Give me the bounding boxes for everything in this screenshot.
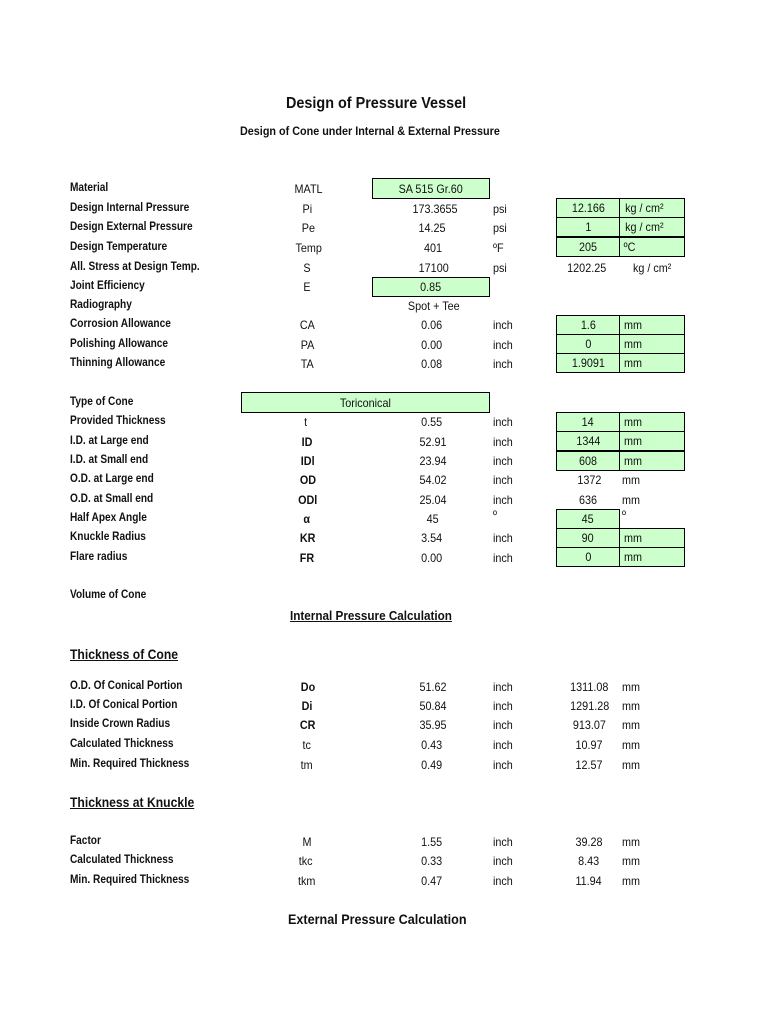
symbol-od: OD [299, 473, 317, 487]
value-s-si: 1202.25 [567, 261, 607, 275]
label-min-required-thickness: Min. Required Thickness [70, 758, 190, 770]
polishing-si-unit: mm [619, 334, 685, 354]
value-t: 0.55 [421, 415, 443, 429]
external-pressure-si-unit: kg / cm² [619, 217, 685, 237]
unit-tkm: inch [493, 874, 513, 888]
joint-efficiency-input[interactable]: 0.85 [372, 277, 490, 297]
value-tkm: 0.47 [421, 874, 443, 888]
label-calculated-thickness-knuckle: Calculated Thickness [70, 854, 174, 866]
unit-t: inch [493, 415, 513, 429]
value-pi: 173.3655 [412, 202, 458, 216]
label-od-small-end: O.D. at Small end [70, 493, 154, 505]
label-internal-pressure: Design Internal Pressure [70, 202, 190, 214]
value-tm: 0.49 [421, 758, 443, 772]
unit-m-si: mm [622, 835, 640, 849]
label-material: Material [70, 182, 109, 194]
external-pressure-header: External Pressure Calculation [288, 911, 467, 927]
id-small-si-input[interactable]: 608 [556, 451, 620, 471]
unit-idl: inch [493, 454, 513, 468]
unit-di: inch [493, 699, 513, 713]
value-do-si: 1311.08 [570, 680, 609, 694]
symbol-e: E [303, 280, 311, 294]
value-alpha: 45 [426, 512, 439, 526]
label-knuckle-radius: Knuckle Radius [70, 531, 146, 543]
label-allowable-stress: All. Stress at Design Temp. [70, 261, 200, 273]
label-min-required-thickness-knuckle: Min. Required Thickness [70, 874, 190, 886]
unit-di-si: mm [622, 699, 640, 713]
id-small-si-unit: mm [619, 451, 685, 471]
value-m-si: 39.28 [575, 835, 603, 849]
label-corrosion-allowance: Corrosion Allowance [70, 318, 171, 330]
label-design-temperature: Design Temperature [70, 241, 168, 253]
value-m: 1.55 [421, 835, 443, 849]
temperature-si-input[interactable]: 205 [556, 237, 620, 257]
symbol-tm: tm [300, 758, 313, 772]
value-di: 50.84 [419, 699, 447, 713]
unit-cr: inch [493, 718, 513, 732]
symbol-t: t [304, 415, 308, 429]
label-id-small-end: I.D. at Small end [70, 454, 149, 466]
id-large-si-input[interactable]: 1344 [556, 431, 620, 451]
value-fr: 0.00 [421, 551, 443, 565]
label-inside-crown-radius: Inside Crown Radius [70, 718, 171, 730]
value-cr: 35.95 [419, 718, 447, 732]
knuckle-radius-si-unit: mm [619, 528, 685, 548]
symbol-pe: Pe [301, 221, 315, 235]
internal-pressure-si-input[interactable]: 12.166 [556, 198, 620, 218]
value-kr: 3.54 [421, 531, 443, 545]
label-radiography: Radiography [70, 299, 132, 311]
unit-kr: inch [493, 531, 513, 545]
label-volume-of-cone: Volume of Cone [70, 589, 147, 601]
unit-do-si: mm [622, 680, 640, 694]
unit-pi: psi [493, 202, 507, 216]
unit-tm-si: mm [622, 758, 640, 772]
label-calculated-thickness: Calculated Thickness [70, 738, 174, 750]
value-od-si: 1372 [577, 473, 602, 487]
apex-angle-si-input[interactable]: 45 [556, 509, 620, 529]
unit-pa: inch [493, 338, 513, 352]
page-title: Design of Pressure Vessel [286, 95, 467, 112]
symbol-ta: TA [300, 357, 314, 371]
internal-pressure-si-unit: kg / cm² [619, 198, 685, 218]
symbol-cr: CR [299, 718, 316, 732]
unit-m: inch [493, 835, 513, 849]
symbol-alpha: α [303, 512, 311, 526]
value-od: 54.02 [419, 473, 447, 487]
symbol-pa: PA [300, 338, 315, 352]
unit-alpha: º [493, 508, 497, 522]
symbol-tkm: tkm [297, 874, 316, 888]
label-half-apex-angle: Half Apex Angle [70, 512, 147, 524]
unit-pe: psi [493, 221, 507, 235]
label-od-conical: O.D. Of Conical Portion [70, 680, 183, 692]
label-factor: Factor [70, 835, 101, 847]
unit-tc-si: mm [622, 738, 640, 752]
value-radiography: Spot + Tee [407, 299, 460, 313]
temperature-si-unit: ºC [619, 237, 685, 257]
polishing-si-input[interactable]: 0 [556, 334, 620, 354]
value-odl: 25.04 [419, 493, 447, 507]
label-thinning-allowance: Thinning Allowance [70, 357, 166, 369]
thinning-si-unit: mm [619, 353, 685, 373]
value-ca: 0.06 [421, 318, 443, 332]
unit-temp: ºF [493, 241, 504, 255]
label-id-conical: I.D. Of Conical Portion [70, 699, 178, 711]
symbol-pi: Pi [302, 202, 313, 216]
unit-alpha-si: º [622, 508, 626, 522]
label-type-of-cone: Type of Cone [70, 396, 134, 408]
unit-tkm-si: mm [622, 874, 640, 888]
label-flare-radius: Flare radius [70, 551, 128, 563]
corrosion-si-input[interactable]: 1.6 [556, 315, 620, 335]
value-id: 52.91 [419, 435, 447, 449]
label-polishing-allowance: Polishing Allowance [70, 338, 169, 350]
thickness-at-knuckle-header: Thickness at Knuckle [70, 795, 195, 810]
flare-radius-si-unit: mm [619, 547, 685, 567]
unit-od: inch [493, 473, 513, 487]
unit-odl: inch [493, 493, 513, 507]
label-od-large-end: O.D. at Large end [70, 473, 154, 485]
value-s: 17100 [418, 261, 449, 275]
symbol-di: Di [301, 699, 313, 713]
symbol-matl: MATL [294, 182, 323, 196]
unit-odl-si: mm [622, 493, 640, 507]
value-pa: 0.00 [421, 338, 443, 352]
symbol-s: S [303, 261, 311, 275]
unit-id: inch [493, 435, 513, 449]
external-pressure-si-input[interactable]: 1 [556, 217, 620, 237]
unit-tm: inch [493, 758, 513, 772]
value-di-si: 1291.28 [570, 699, 610, 713]
unit-od-si: mm [622, 473, 640, 487]
label-provided-thickness: Provided Thickness [70, 415, 166, 427]
material-input[interactable]: SA 515 Gr.60 [372, 178, 490, 199]
value-tm-si: 12.57 [575, 758, 603, 772]
value-do: 51.62 [419, 680, 447, 694]
thinning-si-input[interactable]: 1.9091 [556, 353, 620, 373]
symbol-fr: FR [299, 551, 315, 565]
symbol-id: ID [301, 435, 313, 449]
label-external-pressure: Design External Pressure [70, 221, 193, 233]
thickness-si-unit: mm [619, 412, 685, 432]
value-tkm-si: 11.94 [575, 874, 602, 888]
value-odl-si: 636 [579, 493, 598, 507]
symbol-do: Do [300, 680, 316, 694]
value-idl: 23.94 [419, 454, 447, 468]
value-tc: 0.43 [421, 738, 443, 752]
id-large-si-unit: mm [619, 431, 685, 451]
value-temp: 401 [424, 241, 443, 255]
thickness-of-cone-header: Thickness of Cone [70, 647, 179, 662]
unit-s-si: kg / cm² [633, 261, 672, 275]
knuckle-radius-si-input[interactable]: 90 [556, 528, 620, 548]
value-tc-si: 10.97 [575, 738, 603, 752]
unit-tc: inch [493, 738, 513, 752]
page-subtitle: Design of Cone under Internal & External Pressure [240, 124, 500, 138]
symbol-tc: tc [302, 738, 311, 752]
value-ta: 0.08 [421, 357, 443, 371]
unit-s: psi [493, 261, 507, 275]
symbol-tkc: tkc [298, 854, 313, 868]
value-cr-si: 913.07 [572, 718, 606, 732]
unit-cr-si: mm [622, 718, 640, 732]
unit-ta: inch [493, 357, 513, 371]
cone-type-select[interactable]: Toriconical [241, 392, 490, 413]
unit-tkc: inch [493, 854, 513, 868]
symbol-m: M [302, 835, 312, 849]
thickness-si-input[interactable]: 14 [556, 412, 620, 432]
label-joint-efficiency: Joint Efficiency [70, 280, 145, 292]
symbol-ca: CA [299, 318, 315, 332]
flare-radius-si-input[interactable]: 0 [556, 547, 620, 567]
value-tkc-si: 8.43 [578, 854, 600, 868]
unit-tkc-si: mm [622, 854, 640, 868]
label-id-large-end: I.D. at Large end [70, 435, 149, 447]
symbol-temp: Temp [295, 241, 322, 255]
unit-do: inch [493, 680, 513, 694]
unit-fr: inch [493, 551, 513, 565]
symbol-kr: KR [299, 531, 316, 545]
value-pe: 14.25 [418, 221, 446, 235]
symbol-odl: ODl [298, 493, 318, 507]
value-tkc: 0.33 [421, 854, 443, 868]
corrosion-si-unit: mm [619, 315, 685, 335]
unit-ca: inch [493, 318, 513, 332]
symbol-idl: IDl [300, 454, 315, 468]
internal-pressure-header: Internal Pressure Calculation [290, 608, 452, 623]
